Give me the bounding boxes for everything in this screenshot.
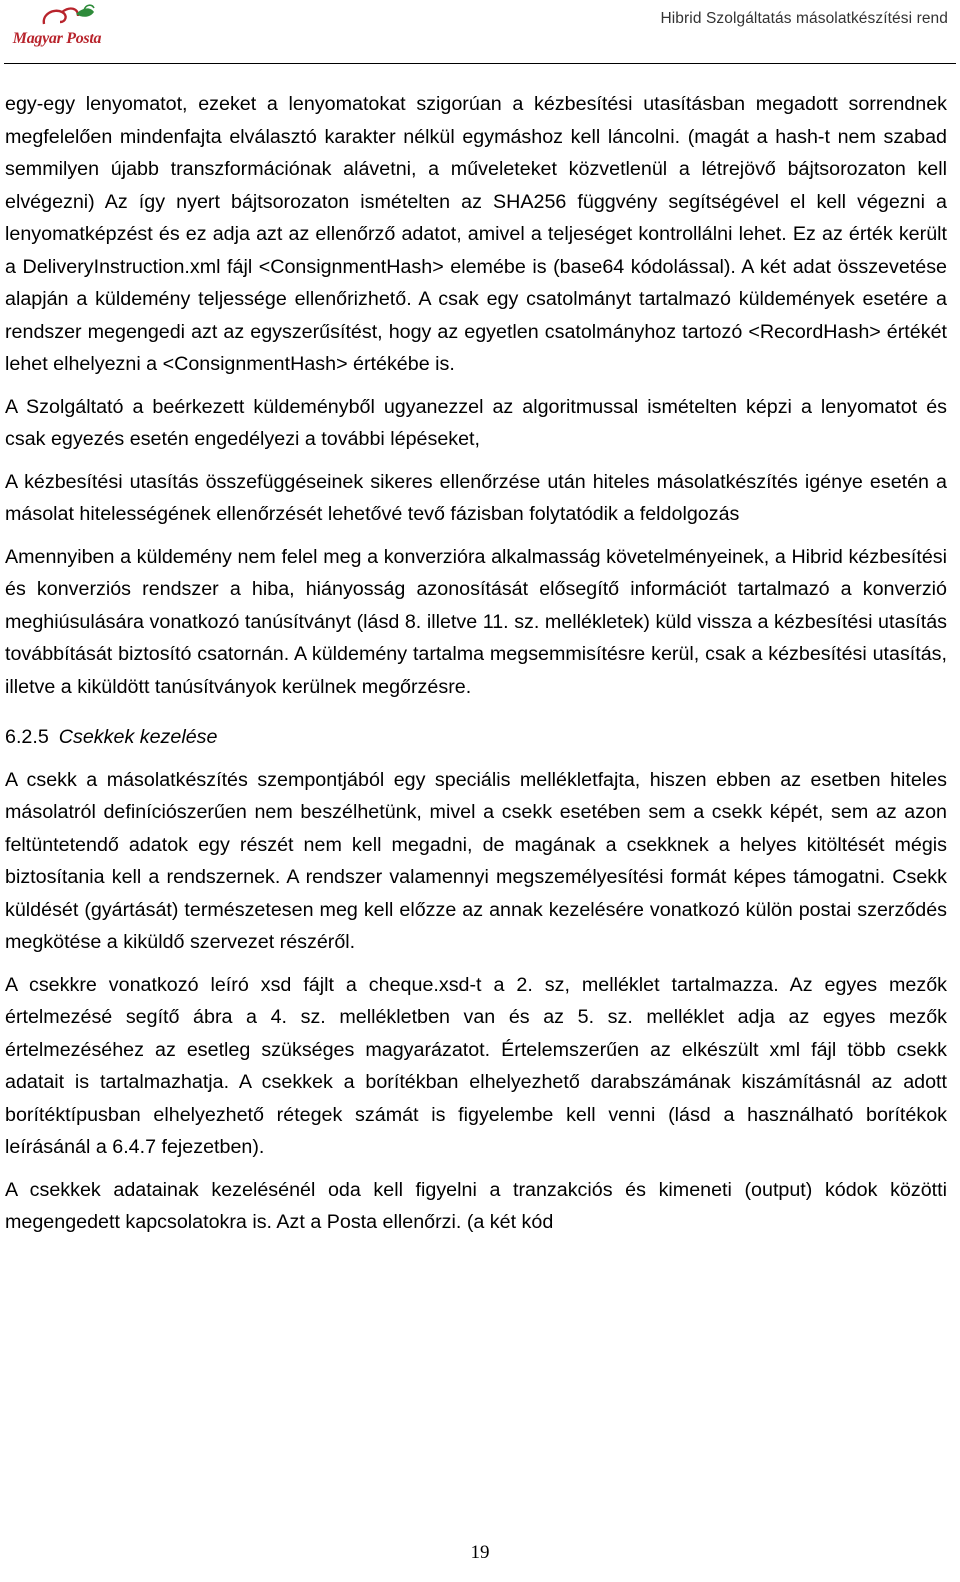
page-number: 19 (470, 1542, 490, 1563)
paragraph: A csekkek adatainak kezelésénél oda kell figyelni a tranzakciós és kimeneti (output) kódok közötti megengedett kapcsolatokra is. Azt a Posta ellenőrzi. (a két kód (5, 1178, 947, 1233)
paragraph: A Szolgáltató a beérkezett küldeményből ugyanezzel az algoritmussal ismételten képzi a lenyomatot és csak egyezés esetén engedélyezi a további lépéseket, (5, 395, 947, 450)
paragraph: Amennyiben a küldemény nem felel meg a konverzióra alkalmasság követelményeinek, a Hibrid kézbesítési és konverziós rendszer a hiba, hiányosság azonosítását elősegítő információt tartalmazó a konverzió meghiúsulására vonatkozó tanúsítványt (lásd 8. illetve 11. sz. mellékletek) küld vissza a kézbesítési utasítás továbbítását biztosító csatornán. A küldemény tartalma megsemmisítésre kerül, csak a kézbesítési utasítás, illetve a kiküldött tanúsítványok kerülnek megőrzésre. (5, 545, 947, 698)
paragraph: A csekkre vonatkozó leíró xsd fájlt a cheque.xsd-t a 2. sz, melléklet tartalmazza. Az egyes mezők értelmezésé segítő ábra a 4. sz. mellékletben van és az 5. sz. melléklet adja az egyes mezők értelmezéséhez az esetleg szükséges magyarázatot. Értelemszerűen az elkészült xml fájl több csekk adatait is tartalmazhatja. A csekkek a borítékban elhelyezhető darabszámának kiszámításnál az adott borítéktípusban elhelyezhető rétegek számát is figyelembe kell venni (lásd a használható borítékok leírásánál a 6.4.7 fejezetben). (5, 973, 947, 1158)
section-heading (5, 721, 947, 754)
post-horn-icon (12, 2, 102, 32)
page-header (0, 0, 960, 64)
paragraph: A csekk a másolatkészítés szempontjából egy speciális mellékletfajta, hiszen ebben az esetben hiteles másolatról definíciószerűen nem beszélhetünk, mivel a csekk esetében sem a csekk képét, sem az azon feltüntetendő adatok egy részét nem kell megadni, de magának a csekknek a helyes kitöltését mégis biztosítania kell a rendszernek. A rendszer valamennyi megszemélyesítési formát képes támogatni. Csekk küldését (gyártását) természetesen meg kell előzze az annak kezelésére vonatkozó külön postai szerződés megkötése a kiküldő szervezet részéről. (5, 768, 947, 953)
paragraph: egy-egy lenyomatot, ezeket a lenyomatokat szigorúan a kézbesítési utasításban megadott sorrendnek megfelelően mindenfajta elválasztó karakter nélkül egymáshoz kell láncolni. (magát a hash-t nem szabad semmilyen újabb transzformációnak alávetni, a műveleteket közvetlenül a létrejövő bájtsorozaton kell elvégezni) Az így nyert bájtsorozaton ismételten az SHA256 függvény segítségével el kell végezni a lenyomatképzést és ez adja azt az ellenőrző adatot, amivel a teljeséget kontrollálni lehet. Ez az érték került a DeliveryInstruction.xml fájl <ConsignmentHash> elemébe is (base64 kódolással). A két adat összevetése alapján a küldemény teljessége ellenőrizhető. A csak egy csatolmányt tartalmazó küldemények esetére a rendszer megengedi azt az egyszerűsítést, hogy az egyetlen csatolmányhoz tartozó <RecordHash> értékét lehet elhelyezni a <ConsignmentHash> értékébe is. (5, 93, 947, 375)
document-body (5, 88, 947, 1249)
section-number: 6.2.5 (5, 726, 49, 748)
magyar-posta-logo (12, 2, 102, 58)
logo-text: Magyar Posta (12, 30, 102, 47)
paragraph: A kézbesítési utasítás összefüggéseinek sikeres ellenőrzése után hiteles másolatkészítés igénye esetén a másolat hitelességének ellenőrzését lehetővé tevő fázisban folytatódik a feldolgozás (5, 470, 947, 525)
header-title: Hibrid Szolgáltatás másolatkészítési rend (660, 10, 948, 27)
header-divider (4, 63, 956, 64)
section-title: Csekkek kezelése (58, 726, 218, 748)
